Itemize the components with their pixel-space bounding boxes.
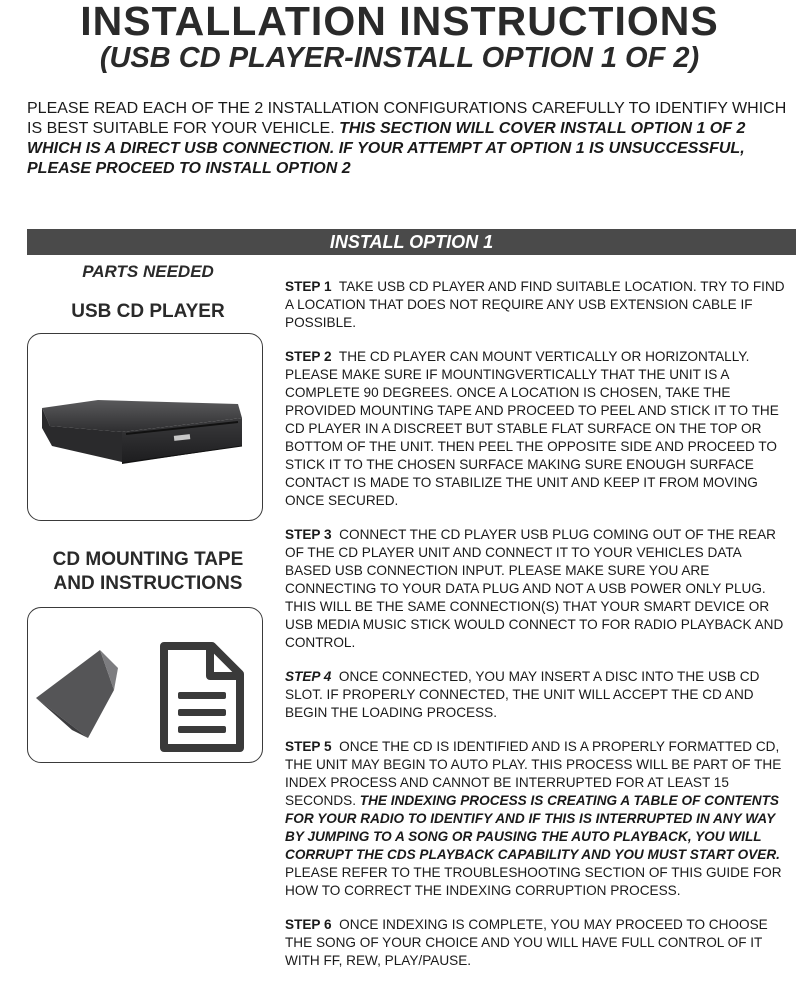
- page-title: INSTALLATION INSTRUCTIONS: [80, 0, 719, 44]
- intro-text: PLEASE READ EACH OF THE 2 INSTALLATION CONFIGURATIONS CAREFULLY TO IDENTIFY WHICH IS BEST SUITABLE FOR YOUR VEHICLE.: [27, 100, 787, 137]
- step-5-emphasis: THE INDEXING PROCESS IS CREATING A TABLE OF CONTENTS FOR YOUR RADIO TO IDENTIFY AND IF THIS IS INTERRUPTED IN ANY WAY BY JUMPING TO A SONG OR PAUSING THE AUTO PLAYBACK, YOU WILL CORRUPT THE CDS PLAYBACK CAPABILITY AND YOU MUST START OVER.: [285, 793, 780, 862]
- document-icon: [164, 646, 240, 748]
- step-5-text: ONCE THE CD IS IDENTIFIED AND IS A PROPERLY FORMATTED CD, THE UNIT MAY BEGIN TO AUTO PLAY. THIS PROCESS WILL BE PART OF THE INDEX PROCESS AND CANNOT BE INTERRUPTED FOR AT LEAST 15 SECONDS.: [285, 739, 782, 808]
- step-6-number: STEP 6: [285, 917, 332, 932]
- intro-emphasis: THIS SECTION WILL COVER INSTALL OPTION 1 OF 2 WHICH IS A DIRECT USB CONNECTION. IF YOUR ATTEMPT AT OPTION 1 IS UNSUCCESSFUL, PLEASE PROCEED TO INSTALL OPTION 2: [27, 120, 746, 177]
- part-mounting-tape-label: [24, 548, 272, 596]
- step-4: [285, 668, 790, 722]
- step-4-text: ONCE CONNECTED, YOU MAY INSERT A DISC INTO THE USB CD SLOT. IF PROPERLY CONNECTED, THE UNIT WILL ACCEPT THE CD AND BEGIN THE LOADING PROCESS.: [285, 669, 760, 720]
- intro-paragraph: [27, 99, 787, 179]
- step-3-number: STEP 3: [285, 527, 332, 542]
- cd-player-icon: [28, 334, 262, 520]
- part-mounting-tape-line2: AND INSTRUCTIONS: [53, 573, 243, 594]
- parts-needed-heading: PARTS NEEDED: [82, 262, 214, 281]
- step-1-number: STEP 1: [285, 279, 332, 294]
- step-3: [285, 526, 790, 652]
- step-4-number: STEP 4: [285, 669, 332, 684]
- section-banner: INSTALL OPTION 1: [27, 229, 796, 255]
- step-6: [285, 916, 790, 970]
- mounting-tape-icon: [36, 650, 118, 738]
- step-6-text: ONCE INDEXING IS COMPLETE, YOU MAY PROCEED TO CHOOSE THE SONG OF YOUR CHOICE AND YOU WILL HAVE FULL CONTROL OF IT WITH FF, REW, PLAY/PAUSE.: [285, 917, 768, 968]
- step-2: [285, 348, 790, 510]
- steps-list: [285, 278, 790, 986]
- step-2-text: THE CD PLAYER CAN MOUNT VERTICALLY OR HORIZONTALLY. PLEASE MAKE SURE IF MOUNTINGVERTICALLY THAT THE UNIT IS A COMPLETE 90 DEGREES. ONCE A LOCATION IS CHOSEN, TAKE THE PROVIDED MOUNTING TAPE AND PROCEED TO PEEL AND STICK IT TO THE CD PLAYER IN A DISCREET BUT STABLE FLAT SURFACE ON THE TOP OR BOTTOM OF THE UNIT. THEN PEEL THE OPPOSITE SIDE AND PROCEED TO STICK IT TO THE CHOSEN SURFACE MAKING SURE ENOUGH SURFACE CONTACT IS MADE TO STABILIZE THE UNIT AND KEEP IT FROM MOVING ONCE SECURED.: [285, 349, 779, 508]
- step-2-number: STEP 2: [285, 349, 332, 364]
- mounting-tape-illustration: [28, 608, 262, 762]
- step-5: [285, 738, 790, 900]
- step-1-text: TAKE USB CD PLAYER AND FIND SUITABLE LOCATION. TRY TO FIND A LOCATION THAT DOES NOT REQUIRE ANY USB EXTENSION CABLE IF POSSIBLE.: [285, 279, 785, 330]
- step-5-number: STEP 5: [285, 739, 332, 754]
- part-usb-cd-player-label: USB CD PLAYER: [71, 301, 225, 322]
- step-3-text: CONNECT THE CD PLAYER USB PLUG COMING OUT OF THE REAR OF THE CD PLAYER UNIT AND CONNECT IT TO YOUR VEHICLES DATA BASED USB CONNECTION INPUT. PLEASE MAKE SURE YOU ARE CONNECTING TO YOUR DATA PLUG AND NOT A USB POWER ONLY PLUG. THIS WILL BE THE SAME CONNECTION(S) THAT YOUR SMART DEVICE OR USB MEDIA MUSIC STICK WOULD CONNECT TO FOR RADIO PLAYBACK AND CONTROL.: [285, 527, 784, 650]
- part-mounting-tape-line1: CD MOUNTING TAPE: [52, 549, 244, 570]
- page-subtitle: (USB CD PLAYER-INSTALL OPTION 1 OF 2): [99, 42, 700, 74]
- step-5-text-continued: PLEASE REFER TO THE TROUBLESHOOTING SECTION OF THIS GUIDE FOR HOW TO CORRECT THE INDEXING CORRUPTION PROCESS.: [285, 865, 782, 898]
- mounting-tape-image-box: [27, 607, 263, 763]
- usb-cd-player-image-box: [27, 333, 263, 521]
- step-1: [285, 278, 790, 332]
